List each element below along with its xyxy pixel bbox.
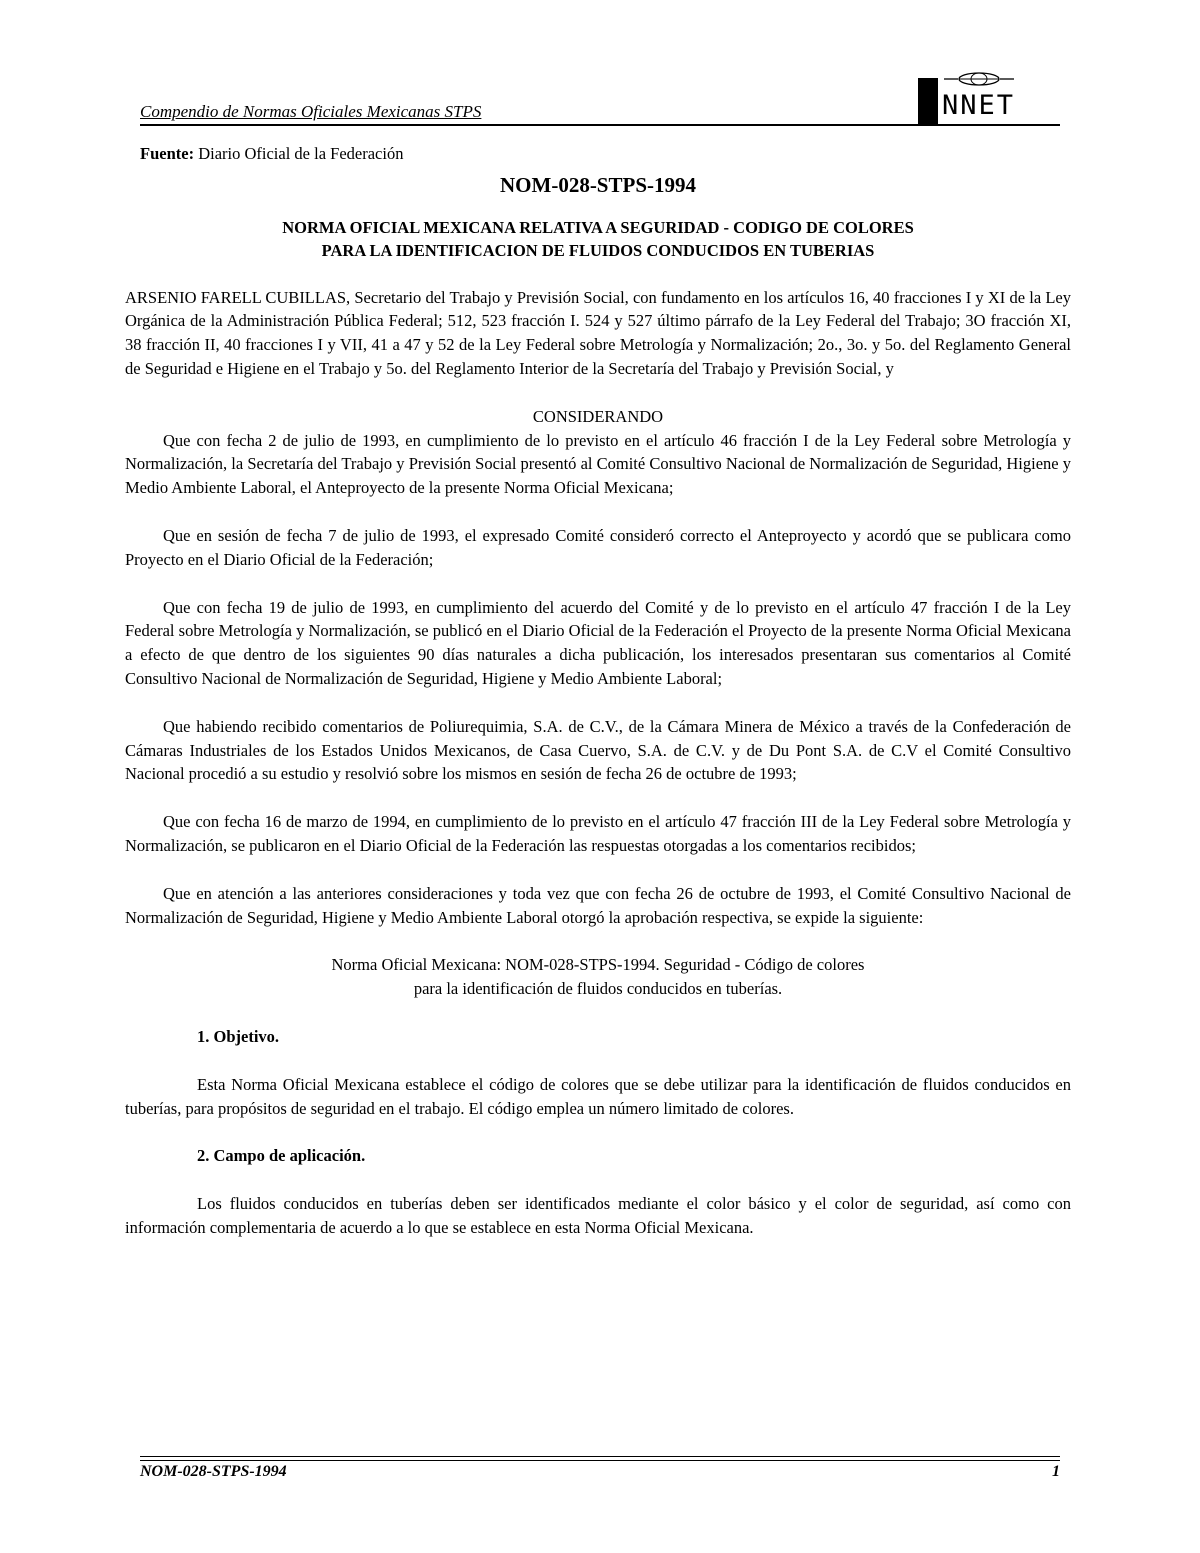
considerando-paragraph: Que en atención a las anteriores consideraciones y toda vez que con fecha 26 de octubre de 1993, el Comité Consultivo Nacional de Normalización de Seguridad, Higiene y Medio Ambiente Laboral otorgó la aprobación respectiva, se expide la siguiente: — [125, 883, 1071, 927]
globe-icon — [944, 70, 1014, 88]
logo-u-block — [918, 78, 938, 126]
considerando-paragraph: Que con fecha 16 de marzo de 1994, en cumplimiento de lo previsto en el artículo 47 fracción III de la Ley Federal sobre Metrología y Normalización, se publicaron en el Diario Oficial de la Federación las respuestas otorgadas a los comentarios recibidos; — [125, 812, 1071, 855]
expide-line-1: Norma Oficial Mexicana: NOM-028-STPS-1994. Seguridad - Código de colores — [331, 955, 865, 975]
source-label: Fuente: — [140, 144, 195, 163]
page-number: 1 — [1052, 1463, 1060, 1480]
footer-doc-id: NOM-028-STPS-1994 — [140, 1463, 287, 1480]
source-value: Diario Oficial de la Federación — [198, 144, 404, 163]
section-body-campo: Los fluidos conducidos en tuberías deben ser identificados mediante el color básico y el color de seguridad, así como con información complementaria de acuerdo a lo que se establece en esta Norma Oficial Mexicana. — [125, 1194, 1071, 1237]
expide-title — [125, 953, 1071, 1001]
footer-rule — [140, 1456, 1060, 1461]
logo-text: NNET — [942, 90, 1016, 121]
section-body-objetivo: Esta Norma Oficial Mexicana establece el código de colores que se debe utilizar para la identificación de fluidos conducidos en tuberías, para propósitos de seguridad en el trabajo. El código emplea un número limitado de colores. — [125, 1074, 1071, 1118]
norma-title-line-1: NORMA OFICIAL MEXICANA RELATIVA A SEGURIDAD - CODIGO DE COLORES — [282, 217, 914, 237]
considerando-paragraph: Que en sesión de fecha 7 de julio de 1993, el expresado Comité consideró correcto el Anteproyecto y acordó que se publicara como Proyecto en el Diario Oficial de la Federación; — [125, 525, 1071, 569]
document-title: NOM-028-STPS-1994 — [500, 172, 696, 197]
expide-line-2: para la identificación de fluidos conducidos en tuberías. — [413, 979, 783, 999]
document-body — [125, 142, 1071, 1240]
page-footer — [140, 1456, 1060, 1485]
considerando-heading: CONSIDERANDO — [532, 406, 664, 426]
norma-title-line-2: PARA LA IDENTIFICACION DE FLUIDOS CONDUCIDOS EN TUBERIAS — [321, 240, 875, 260]
considerando-paragraph: Que con fecha 19 de julio de 1993, en cumplimiento del acuerdo del Comité y de lo previsto en el artículo 47 fracción I de la Ley Federal sobre Metrología y Normalización, se publicó en el Diario Oficial de la Federación el Proyecto de la presente Norma Oficial Mexicana a efecto de que dentro de los siguientes 90 días naturales a dicha publicación, los interesados presentaran sus comentarios al Comité Consultivo Nacional de Normalización de Seguridad, Higiene y Medio Ambiente Laboral; — [125, 597, 1071, 688]
section-heading-campo: 2. Campo de aplicación. — [197, 1146, 366, 1166]
unet-logo — [918, 70, 1063, 126]
section-heading-objetivo: 1. Objetivo. — [197, 1026, 280, 1046]
norma-title — [125, 216, 1071, 262]
intro-paragraph: ARSENIO FARELL CUBILLAS, Secretario del Trabajo y Previsión Social, con fundamento en los artículos 16, 40 fracciones I y XI de la Ley Orgánica de la Administración Pública Federal; 512, 523 fracción I. 524 y 527 último párrafo de la Ley Federal del Trabajo; 3O fracción XI, 38 fracción II, 40 fracciones I y VII, 41 a 47 y 52 de la Ley Federal sobre Metrología y Normalización; 2o., 3o. y 5o. del Reglamento General de Seguridad e Higiene en el Trabajo y 5o. del Reglamento Interior de la Secretaría del Trabajo y Previsión Social, y — [125, 287, 1071, 378]
considerando-paragraph: Que con fecha 2 de julio de 1993, en cumplimiento de lo previsto en el artículo 46 fracción I de la Ley Federal sobre Metrología y Normalización, la Secretaría del Trabajo y Previsión Social presentó al Comité Consultivo Nacional de Normalización de Seguridad, Higiene y Medio Ambiente Laboral, el Anteproyecto de la presente Norma Oficial Mexicana; — [125, 430, 1071, 498]
running-title: Compendio de Normas Oficiales Mexicanas STPS — [140, 102, 482, 121]
considerando-paragraph: Que habiendo recibido comentarios de Poliurequimia, S.A. de C.V., de la Cámara Minera de México a través de la Confederación de Cámaras Industriales de los Estados Unidos Mexicanos, de Casa Cuervo, S.A. de C.V. y de Du Pont S.A. de C.V el Comité Consultivo Nacional procedió a su estudio y resolvió sobre los mismos en sesión de fecha 26 de octubre de 1993; — [125, 716, 1071, 784]
source-line — [140, 142, 1071, 166]
